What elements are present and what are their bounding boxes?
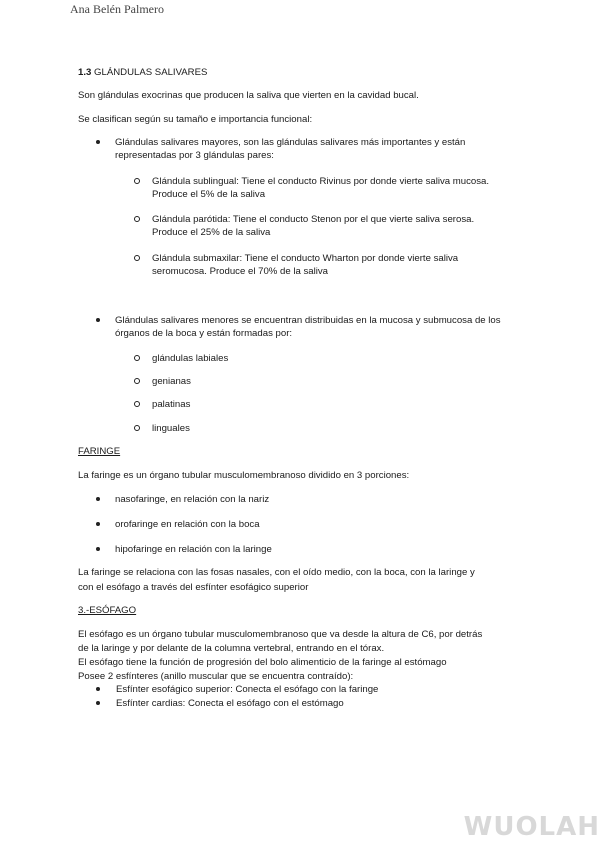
bullet-text: Esfínter cardias: Conecta el esófago con el estómago bbox=[116, 698, 344, 709]
paragraph-line: con el esófago a través del esfínter esofágico superior bbox=[78, 582, 309, 593]
section-title: GLÁNDULAS SALIVARES bbox=[94, 67, 208, 78]
bullet-text: orofaringe en relación con la boca bbox=[115, 519, 260, 530]
paragraph-line: El esófago tiene la función de progresión del bolo alimenticio de la faringe al estómago bbox=[78, 657, 447, 668]
sub-bullet-text: Glándula sublingual: Tiene el conducto Rivinus por donde vierte saliva mucosa. Produce el 5% de la saliva bbox=[152, 176, 490, 200]
sub-bullet-text: glándulas labiales bbox=[152, 353, 229, 364]
bullet-icon bbox=[96, 497, 100, 501]
sub-bullet-text: palatinas bbox=[152, 399, 191, 410]
paragraph: La faringe es un órgano tubular musculomembranoso dividido en 3 porciones: bbox=[78, 470, 410, 481]
bullet-text: nasofaringe, en relación con la nariz bbox=[115, 494, 270, 505]
circle-bullet-icon bbox=[134, 255, 140, 261]
sub-bullet-text: linguales bbox=[152, 423, 190, 434]
sub-bullet-text: Glándula submaxilar: Tiene el conducto Wharton por donde vierte saliva seromucosa. Produce el 70% de la saliva bbox=[152, 253, 459, 277]
bullet-icon bbox=[96, 140, 100, 144]
paragraph: Son glándulas exocrinas que producen la saliva que vierten en la cavidad bucal. bbox=[78, 90, 419, 101]
circle-bullet-icon bbox=[134, 425, 140, 431]
section-heading bbox=[78, 66, 207, 79]
bullet-text: Esfínter esofágico superior: Conecta el esófago con la faringe bbox=[116, 684, 379, 695]
circle-bullet-icon bbox=[134, 178, 140, 184]
page-header-author: Ana Belén Palmero bbox=[70, 2, 164, 16]
circle-bullet-icon bbox=[134, 378, 140, 384]
section-title: 3.-ESÓFAGO bbox=[78, 605, 137, 616]
circle-bullet-icon bbox=[134, 355, 140, 361]
section-title: FARINGE bbox=[78, 446, 121, 457]
bullet-icon bbox=[96, 547, 100, 551]
paragraph-line: La faringe se relaciona con las fosas nasales, con el oído medio, con la boca, con la laringe y bbox=[78, 567, 475, 578]
sub-bullet-text: genianas bbox=[152, 376, 191, 387]
paragraph-line: Posee 2 esfínteres (anillo muscular que se encuentra contraído): bbox=[78, 671, 354, 682]
paragraph-line: El esófago es un órgano tubular musculomembranoso que va desde la altura de C6, por detrás bbox=[78, 629, 483, 640]
circle-bullet-icon bbox=[134, 216, 140, 222]
watermark-logo: WUOLAH bbox=[463, 812, 600, 842]
sub-bullet-text: Glándula parótida: Tiene el conducto Stenon por el que vierte saliva serosa. Produce el 25% de la saliva bbox=[152, 214, 475, 238]
bullet-icon bbox=[96, 522, 100, 526]
circle-bullet-icon bbox=[134, 401, 140, 407]
bullet-text: Glándulas salivares mayores, son las glándulas salivares más importantes y están representadas por 3 glándulas pares: bbox=[115, 137, 466, 161]
bullet-text: hipofaringe en relación con la laringe bbox=[115, 544, 272, 555]
paragraph: Se clasifican según su tamaño e importancia funcional: bbox=[78, 114, 313, 125]
section-number: 1.3 bbox=[78, 67, 92, 78]
bullet-icon bbox=[96, 687, 100, 691]
paragraph-line: de la laringe y por delante de la columna vertebral, entrando en el tórax. bbox=[78, 643, 385, 654]
bullet-text: Glándulas salivares menores se encuentran distribuidas en la mucosa y submucosa de los órganos de la boca y están formadas por: bbox=[115, 315, 501, 339]
bullet-icon bbox=[96, 318, 100, 322]
bullet-icon bbox=[96, 701, 100, 705]
